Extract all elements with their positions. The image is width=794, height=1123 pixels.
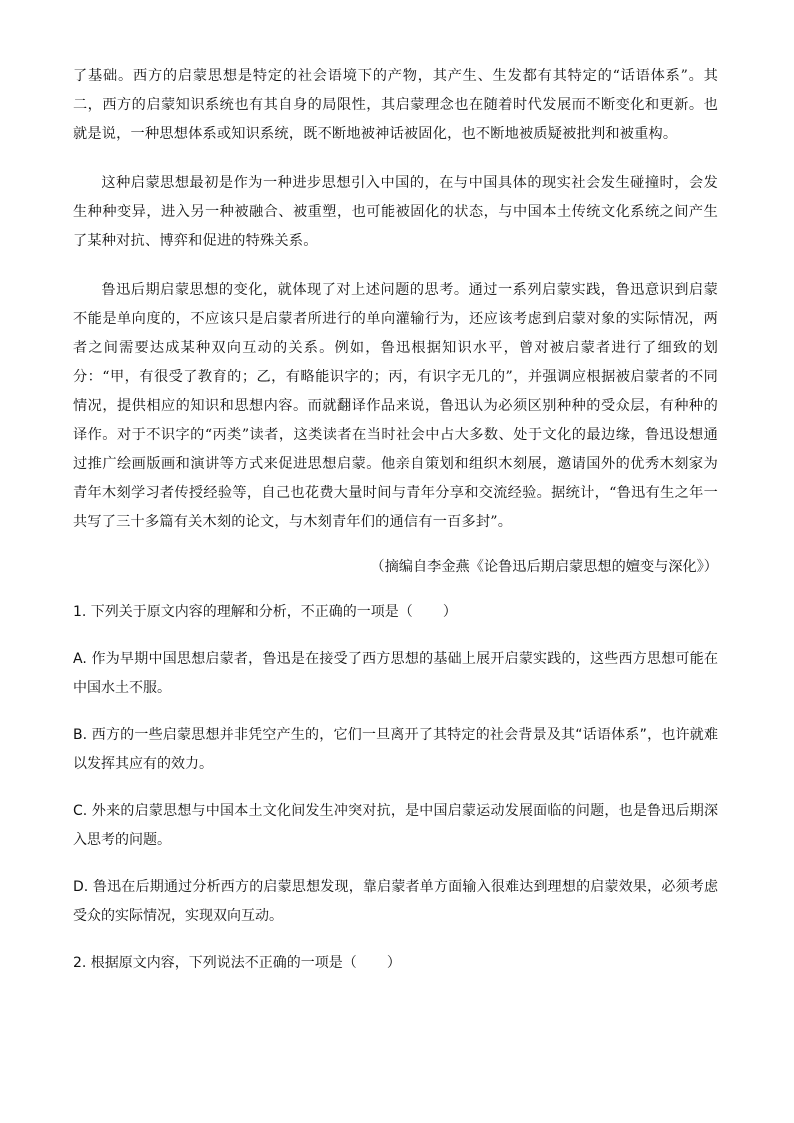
question-2-text: 2. 根据原文内容，下列说法不正确的一项是（ [73, 955, 357, 971]
option-c: C. 外来的启蒙思想与中国本土文化间发生冲突对抗，是中国启蒙运动发展面临的问题，也是鲁迅后期深入思考的问题。 [73, 803, 718, 848]
option-b: B. 西方的一些启蒙思想并非凭空产生的，它们一旦离开了其特定的社会背景及其“话语体系”，也许就难以发挥其应有的效力。 [73, 727, 718, 772]
question-2-paren-close: ） [386, 955, 401, 971]
question-section [73, 598, 718, 978]
question-1-paren-close: ） [442, 604, 457, 620]
question-1-text: 1. 下列关于原文内容的理解和分析，不正确的一项是（ [73, 604, 413, 620]
passage-paragraph-1: 了基础。西方的启蒙思想是特定的社会语境下的产物，其产生、生发都有其特定的“话语体系”。其二，西方的启蒙知识系统也有其自身的局限性，其启蒙理念也在随着时代发展而不断变化和更新。也就是说，一种思想体系或知识系统，既不断地被神话被固化，也不断地被质疑被批判和被重构。 [73, 68, 718, 142]
document-page [73, 62, 718, 996]
question-2-stem [73, 949, 718, 978]
passage-paragraph-2: 这种启蒙思想最初是作为一种进步思想引入中国的，在与中国具体的现实社会发生碰撞时，会发生种种变异，进入另一种被融合、被重塑，也可能被固化的状态，与中国本土传统文化系统之间产生了某种对抗、博弈和促进的特殊关系。 [73, 175, 718, 249]
passage-paragraph-3: 鲁迅后期启蒙思想的变化，就体现了对上述问题的思考。通过一系列启蒙实践，鲁迅意识到启蒙不能是单向度的，不应该只是启蒙者所进行的单向灌输行为，还应该考虑到启蒙对象的实际情况，两者之间需要达成某种双向互动的关系。例如，鲁迅根据知识水平，曾对被启蒙者进行了细致的划分：“甲，有很受了教育的；乙，有略能识字的；丙，有识字无几的”，并强调应根据被启蒙者的不同情况，提供相应的知识和思想内容。而就翻译作品来说，鲁迅认为必须区别种种的受众层，有种种的译作。对于不识字的“丙类”读者，这类读者在当时社会中占大多数、处于文化的最边缘，鲁迅设想通过推广绘画版画和演讲等方式来促进思想启蒙。他亲自策划和组织木刻展，邀请国外的优秀木刻家为青年木刻学习者传授经验等，自己也花费大量时间与青年分享和交流经验。据统计，“鲁迅有生之年一共写了三十多篇有关木刻的论文，与木刻青年们的通信有一百多封”。 [73, 282, 718, 530]
option-d: D. 鲁迅在后期通过分析西方的启蒙思想发现，靠启蒙者单方面输入很难达到理想的启蒙效果，必须考虑受众的实际情况，实现双向互动。 [73, 879, 718, 924]
passage-source: （摘编自李金燕《论鲁迅后期启蒙思想的嬗变与深化》） [370, 559, 718, 575]
question-1-stem [73, 598, 718, 627]
reading-passage [73, 62, 718, 582]
option-a: A. 作为早期中国思想启蒙者，鲁迅是在接受了西方思想的基础上展开启蒙实践的，这些西方思想可能在中国水土不服。 [73, 651, 718, 696]
